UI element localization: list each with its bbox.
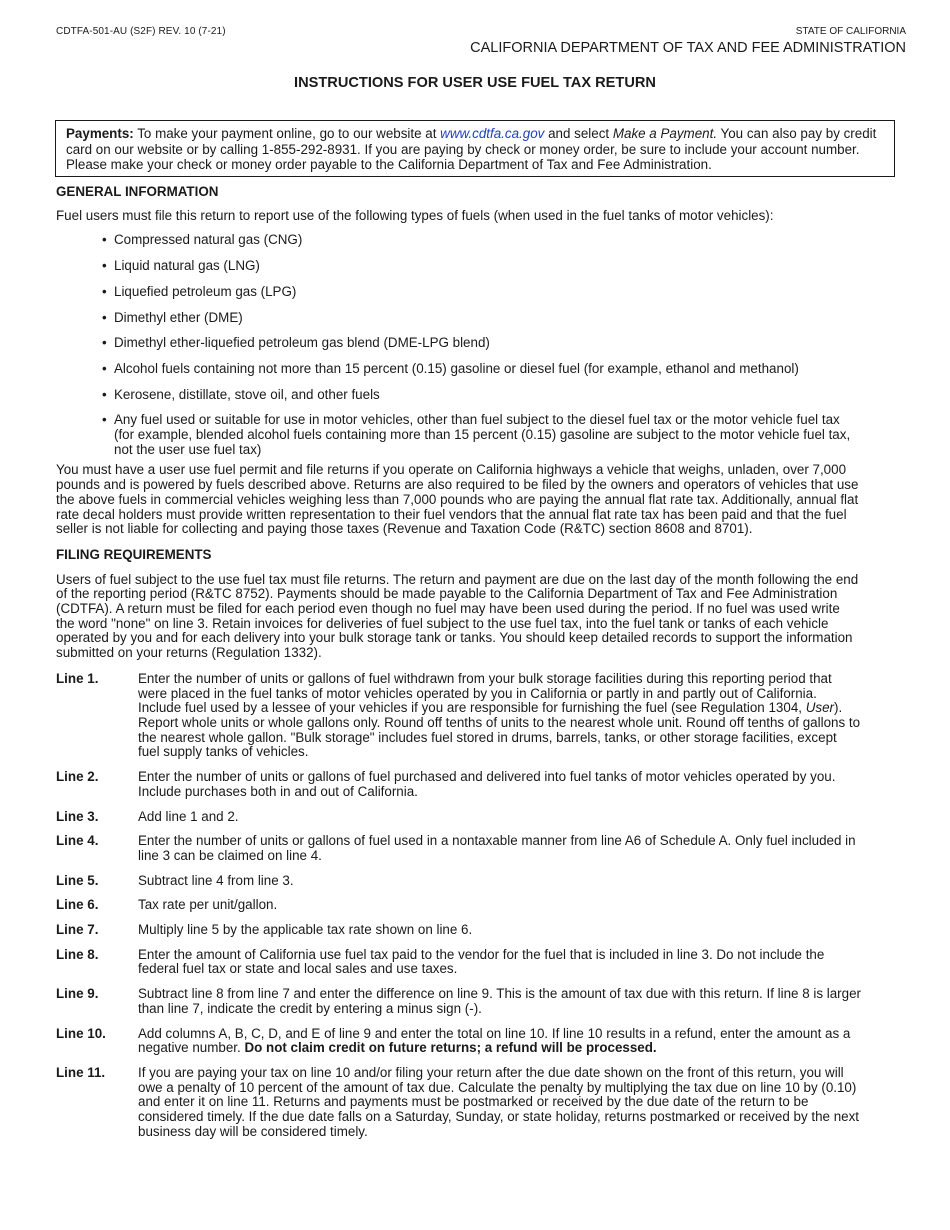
- page-title: INSTRUCTIONS FOR USER USE FUEL TAX RETURN: [294, 75, 656, 91]
- website-link[interactable]: www.cdtfa.ca.gov: [440, 126, 545, 141]
- filing-heading: FILING REQUIREMENTS: [56, 546, 212, 562]
- state-label: STATE OF CALIFORNIA: [795, 26, 906, 37]
- line-label: Line 8.: [56, 946, 99, 962]
- list-item: • Liquid natural gas (LNG): [56, 259, 862, 274]
- line-label: Line 10.: [56, 1025, 106, 1041]
- line-1-instruction: [56, 672, 862, 760]
- filing-paragraph: Users of fuel subject to the use fuel tax must file returns. The return and payment are due on the last day of the month following the end of the reporting period (R&TC 8752). Payments should be made payable to the California Department of Tax and Fee Administration (CDTFA). A return must be filed for each period even though no fuel may have been used during the period. If no fuel was used write the word "none" on line 3. Retain invoices for deliveries of fuel subject to the use fuel tax, into the fuel tank or tanks of each vehicle operated by you and for each delivery into your bulk storage tank or tanks. You should keep detailed records to support the information submitted on your returns (Regulation 1332).: [56, 571, 859, 661]
- list-item: • Kerosene, distillate, stove oil, and other fuels: [56, 388, 862, 403]
- general-intro: Fuel users must file this return to report use of the following types of fuels (when used in the fuel tanks of motor vehicles):: [56, 207, 774, 223]
- line-label: Line 3.: [56, 808, 99, 824]
- line-text: Tax rate per unit/gallon.: [138, 897, 278, 913]
- fuel-type-list: [56, 233, 862, 457]
- line-8-instruction: [56, 948, 862, 977]
- line-text: Enter the number of units or gallons of fuel used in a nontaxable manner from line A6 of Schedule A. Only fuel included in line 3 can be claimed on line 4.: [138, 833, 856, 863]
- general-heading: GENERAL INFORMATION: [56, 184, 219, 199]
- general-paragraph: You must have a user use fuel permit and file returns if you operate on California highways a vehicle that weighs, unladen, over 7,000 pounds and is powered by fuels described above. Returns are also required to be filed by the owners and operators of vehicles that use the above fuels in commercial vehicles weighing less than 7,000 pounds who are paying the annual flat rate tax. Additionally, annual flat rate decal holders must provide written representation to their fuel vendors that the annual flat rate tax has been paid and that the fuel seller is not liable for collecting and paying those taxes (Revenue and Taxation Code (R&TC) section 8608 and 8701).: [56, 462, 859, 537]
- line-label: Line 1.: [56, 670, 99, 686]
- list-item: • Dimethyl ether-liquefied petroleum gas blend (DME-LPG blend): [56, 336, 862, 351]
- line-label: Line 6.: [56, 897, 99, 913]
- line-text: Subtract line 8 from line 7 and enter the difference on line 9. This is the amount of tax due with this return. If line 8 is larger than line 7, indicate the credit by entering a minus sign (-).: [138, 986, 861, 1016]
- line-11-instruction: [56, 1066, 862, 1140]
- line-text: Enter the number of units or gallons of fuel purchased and delivered into fuel tanks of motor vehicles operated by you. Include purchases both in and out of California.: [138, 769, 836, 799]
- payments-text-1: To make your payment online, go to our website at: [133, 126, 441, 141]
- form-id: CDTFA-501-AU (S2F) REV. 10 (7-21): [56, 26, 226, 37]
- line-text: Enter the amount of California use fuel tax paid to the vendor for the fuel that is included in line 3. Do not include the federal fuel tax or state and local sales and use taxes.: [138, 946, 825, 977]
- line-3-instruction: [56, 810, 862, 825]
- line-text: Add line 1 and 2.: [138, 808, 239, 824]
- line-text: Subtract line 4 from line 3.: [138, 872, 294, 888]
- line-6-instruction: [56, 898, 862, 913]
- payments-label: Payments:: [66, 126, 134, 141]
- list-item: • Compressed natural gas (CNG): [56, 233, 862, 248]
- line-10-instruction: [56, 1027, 862, 1056]
- line-2-instruction: [56, 770, 862, 799]
- main-content: [56, 185, 862, 1139]
- line-label: Line 2.: [56, 769, 99, 785]
- list-item: • Dimethyl ether (DME): [56, 311, 862, 326]
- line-7-instruction: [56, 923, 862, 938]
- payments-box: [55, 120, 895, 177]
- line-label: Line 11.: [56, 1064, 106, 1080]
- line-text: Add columns A, B, C, D, and E of line 9 and enter the total on line 10. If line 10 results in a refund, enter the amount as a negative number. Do not claim credit on future returns; a refund will be processed.: [138, 1025, 851, 1056]
- payments-text-2: and select: [544, 126, 613, 141]
- payments-text-3: You can also pay by credit card on our website or by calling 1-855-292-8931. If you are paying by check or money order, be sure to include your account number. Please make your check or money order payable to the California Department of Tax and Fee Administration.: [66, 126, 877, 172]
- line-text: Multiply line 5 by the applicable tax rate shown on line 6.: [138, 922, 473, 938]
- line-4-instruction: [56, 834, 862, 863]
- line-text: Enter the number of units or gallons of fuel withdrawn from your bulk storage facilities during this reporting period that were placed in the fuel tanks of motor vehicles operated by you in California or partly in and partly out of California. Include fuel used by a lessee of your vehicles if you are responsible for furnishing the fuel (see Regulation 1304, User). Report whole units or whole gallons only. Round off tenths of units to the nearest whole unit. Round off tenths of gallons to the nearest whole gallon. "Bulk storage" includes fuel stored in drums, barrels, tanks, or other storage facilities, except fuel supply tanks of vehicles.: [138, 670, 861, 760]
- list-item: • Alcohol fuels containing not more than 15 percent (0.15) gasoline or diesel fuel (for example, ethanol and methanol): [56, 362, 862, 377]
- line-label: Line 7.: [56, 922, 99, 938]
- line-text: If you are paying your tax on line 10 and/or filing your return after the due date shown on the front of this return, you will owe a penalty of 10 percent of the amount of tax due. Calculate the penalty by multiplying the tax due on line 10 by (0.10) and enter it on line 11. Returns and payments must be postmarked or received by the due date of the return to be considered timely. If the due date falls on a Saturday, Sunday, or state holiday, returns postmarked or received by the next business day will be considered timely.: [138, 1064, 860, 1139]
- line-5-instruction: [56, 874, 862, 889]
- make-payment-text: Make a Payment.: [612, 126, 718, 141]
- department-name: CALIFORNIA DEPARTMENT OF TAX AND FEE ADMINISTRATION: [470, 40, 906, 56]
- list-item: • Liquefied petroleum gas (LPG): [56, 285, 862, 300]
- list-item: • Any fuel used or suitable for use in motor vehicles, other than fuel subject to the diesel fuel tax or the motor vehicle fuel tax (for example, blended alcohol fuels containing more than 15 percent (0.15) gasoline are subject to the motor vehicle fuel tax, not the user use fuel tax): [56, 413, 862, 457]
- line-label: Line 9.: [56, 986, 99, 1002]
- line-label: Line 5.: [56, 872, 99, 888]
- line-9-instruction: [56, 987, 862, 1016]
- line-label: Line 4.: [56, 833, 99, 849]
